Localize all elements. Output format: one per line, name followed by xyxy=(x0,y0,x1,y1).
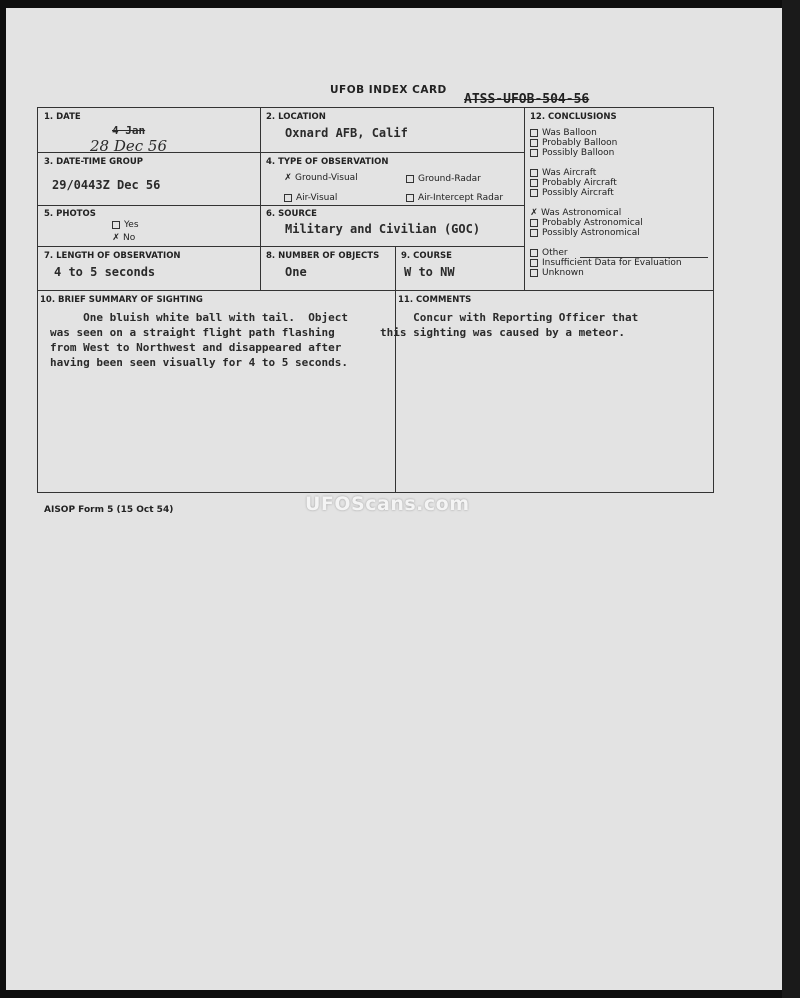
conclusion-probably-astronomical: Probably Astronomical xyxy=(530,218,643,228)
checkbox-icon xyxy=(406,194,414,202)
watermark: UFOScans.com xyxy=(305,493,470,515)
date-typed-value: 4 Jan xyxy=(112,124,146,137)
grid-line xyxy=(37,246,525,247)
course-label: 9. COURSE xyxy=(401,251,452,261)
checkbox-icon xyxy=(284,194,292,202)
grid-line xyxy=(37,205,525,206)
checkbox-icon xyxy=(530,259,538,267)
checkbox-icon xyxy=(530,169,538,177)
checkbox-icon xyxy=(530,269,538,277)
summary-line: from West to Northwest and disappeared after xyxy=(50,341,342,354)
checkbox-icon xyxy=(530,149,538,157)
conclusion-possibly-astronomical: Possibly Astronomical xyxy=(530,228,640,238)
source-value: Military and Civilian (GOC) xyxy=(285,222,481,236)
photos-yes: Yes xyxy=(112,220,139,230)
course-value: W to NW xyxy=(404,265,455,279)
length-of-observation-label: 7. LENGTH OF OBSERVATION xyxy=(44,251,181,261)
grid-line xyxy=(395,246,396,492)
location-value: Oxnard AFB, Calif xyxy=(285,126,408,140)
conclusion-was-aircraft: Was Aircraft xyxy=(530,168,596,178)
conclusion-possibly-balloon: Possibly Balloon xyxy=(530,148,614,158)
grid-line xyxy=(37,290,714,291)
checkmark-icon: ✗ xyxy=(284,172,292,183)
checkmark-icon: ✗ xyxy=(530,207,538,218)
conclusion-probably-aircraft: Probably Aircraft xyxy=(530,178,617,188)
date-label: 1. DATE xyxy=(44,112,81,122)
number-of-objects-value: One xyxy=(285,265,307,279)
grid-line xyxy=(260,107,261,290)
comments-text xyxy=(380,310,638,340)
summary-line: having been seen visually for 4 to 5 seconds. xyxy=(50,356,349,369)
comments-line: Concur with Reporting Officer that xyxy=(380,311,639,324)
checkbox-icon xyxy=(530,129,538,137)
checkbox-icon xyxy=(530,249,538,257)
summary-line: One bluish white ball with tail. Object xyxy=(50,311,349,324)
source-label: 6. SOURCE xyxy=(266,209,317,219)
checkbox-icon xyxy=(406,175,414,183)
observation-air-visual: Air-Visual xyxy=(284,193,337,203)
checkbox-icon xyxy=(530,189,538,197)
date-time-group-value: 29/0443Z Dec 56 xyxy=(52,178,161,192)
location-label: 2. LOCATION xyxy=(266,112,326,122)
observation-ground-radar: Ground-Radar xyxy=(406,174,481,184)
date-handwritten-value: 28 Dec 56 xyxy=(90,137,168,155)
comments-label: 11. COMMENTS xyxy=(398,295,472,305)
photos-no: ✗ No xyxy=(112,232,136,243)
observation-air-intercept-radar: Air-Intercept Radar xyxy=(406,193,503,203)
conclusion-was-astronomical: ✗ Was Astronomical xyxy=(530,207,622,218)
type-of-observation-label: 4. TYPE OF OBSERVATION xyxy=(266,157,389,167)
conclusion-was-balloon: Was Balloon xyxy=(530,128,597,138)
checkbox-icon xyxy=(530,229,538,237)
form-footer: AISOP Form 5 (15 Oct 54) xyxy=(44,505,174,515)
comments-line: this sighting was caused by a meteor. xyxy=(380,326,626,339)
card-number: ATSS-UFOB-504-56 xyxy=(464,92,590,107)
conclusion-unknown: Unknown xyxy=(530,268,584,278)
summary-line: was seen on a straight flight path flashing xyxy=(50,326,335,339)
checkbox-icon xyxy=(530,179,538,187)
photos-label: 5. PHOTOS xyxy=(44,209,96,219)
checkbox-icon xyxy=(112,221,120,229)
conclusion-possibly-aircraft: Possibly Aircraft xyxy=(530,188,614,198)
conclusion-insufficient-data: Insufficient Data for Evaluation xyxy=(530,258,682,268)
conclusion-probably-balloon: Probably Balloon xyxy=(530,138,617,148)
scan-edge xyxy=(782,0,800,998)
conclusions-label: 12. CONCLUSIONS xyxy=(530,112,617,122)
card-title: UFOB INDEX CARD xyxy=(330,84,447,96)
summary-text xyxy=(50,310,348,370)
length-of-observation-value: 4 to 5 seconds xyxy=(54,265,156,279)
observation-ground-visual: ✗ Ground-Visual xyxy=(284,172,358,183)
conclusion-other: Other xyxy=(530,248,568,258)
grid-line xyxy=(524,107,525,290)
date-time-group-label: 3. DATE-TIME GROUP xyxy=(44,157,144,167)
summary-label: 10. BRIEF SUMMARY OF SIGHTING xyxy=(40,295,203,305)
checkbox-icon xyxy=(530,219,538,227)
checkmark-icon: ✗ xyxy=(112,232,120,243)
number-of-objects-label: 8. NUMBER OF OBJECTS xyxy=(266,251,380,261)
checkbox-icon xyxy=(530,139,538,147)
